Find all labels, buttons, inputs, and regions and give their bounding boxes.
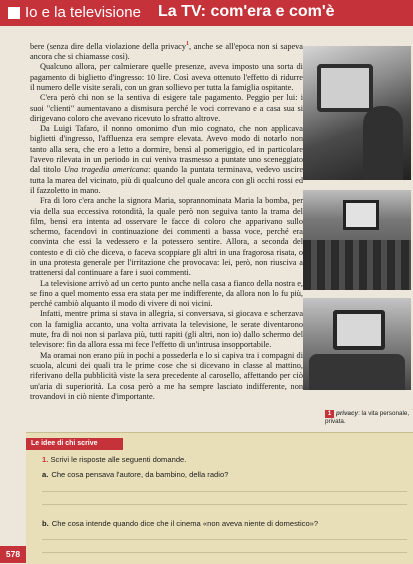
footnote-text: : la vita personale, privata. xyxy=(325,410,410,425)
text-run: Da Luigi Tafaro, il nonno omonimo d'un mio cognato, che non applicava biglietti d'ingresso, l'affluenza era sempre elevata. Avevo modo di notarlo non tanto alla sera, che ero a letto a dormire, bensì al pomeriggio, ed in particolare l'avevo rilevata in un periodo in cui veniva trasmesso a puntate uno sceneggiato dal titolo xyxy=(30,124,303,175)
footnote-badge: 1 xyxy=(325,410,334,418)
exercise-instruction xyxy=(42,455,186,464)
text-run: , anche se all'epoca non si sapeva ancora che si chiamasse così). xyxy=(30,41,303,62)
photo-living-room-tv xyxy=(303,298,411,390)
text-run: : quando la puntata terminava, vedevo uscire tutta la marea del vicinato, più di qualcuno del quale ancora con gli occhi rossi ed il fazzoletto in mano. xyxy=(30,165,303,195)
question-a xyxy=(42,470,228,479)
footnote xyxy=(325,410,413,426)
section-marker xyxy=(8,7,20,19)
page-header xyxy=(0,0,413,26)
answer-line[interactable] xyxy=(42,504,407,505)
paragraph: Ma oramai non erano più in pochi a possederla e lo si capiva tra i compagni di scuola, alcuni dei quali tra le prime cose che si dicevano in classe al mattino, riferivano della pubblicità viste la sera precedente al carosello, affettando per ciò un'aria di superiorità. La cosa però a me ha sempre lasciato indifferente, non trovandovi in ciò niente d'importante. xyxy=(30,350,303,401)
footnote-term: privacy xyxy=(336,410,359,417)
instruction-number: 1. xyxy=(42,455,49,464)
answer-line[interactable] xyxy=(42,552,407,553)
exercise-section-title: Le idee di chi scrive xyxy=(26,438,123,450)
photo-crowd-watching xyxy=(303,190,411,290)
question-letter: b. xyxy=(42,519,49,528)
footnote-ref: 1 xyxy=(186,41,190,47)
tv-screen xyxy=(343,200,379,230)
tv-screen xyxy=(333,310,385,350)
question-text: Che cosa pensava l'autore, da bambino, della radio? xyxy=(51,470,229,479)
sofa-silhouette xyxy=(309,354,405,390)
paragraph: C'era però chi non se la sentiva di esigere tale pagamento. Peggio per lui: i suoi "clienti" aumentavano a dismisura perché le voci correvano e a casa sua si dirigevano coloro che avevano ricevuto lo sfratto altrove. xyxy=(30,93,303,123)
person-silhouette xyxy=(363,106,403,180)
paragraph: La televisione arrivò ad un certo punto anche nella casa a fianco della nostra e, se fino a quel momento essa era stata per me indifferente, da allora non lo fu più, perché cambiò alquanto il modo di vivere di noi vicini. xyxy=(30,278,303,309)
exercise-box xyxy=(26,432,413,564)
answer-line[interactable] xyxy=(42,491,407,492)
paragraph: Fra di loro c'era anche la signora Maria, soprannominata Maria la bomba, per via della sua eccessiva rotondità, la quale però non seguiva tanto la trama del film, bensì era intenta ad osservare le facce di coloro che apparivano sullo schermo, facendovi in continuazione dei commenti a bassa voce, perché era convinta che essi la vedessero e la potessero sentire. Allora, a seconda del contesto e di ciò che diceva, o faceva scoppiare gli altri in una fragorosa risata, o in una protesta generale per l'irritazione che provocava: lei, però, non riusciva a trattenersi dal continuare a fare i suoi commenti. xyxy=(30,196,303,278)
paragraph xyxy=(30,39,303,62)
crowd-silhouette xyxy=(303,240,411,290)
answer-line[interactable] xyxy=(42,539,407,540)
question-b xyxy=(42,519,318,528)
title-italic: Una tragedia americana xyxy=(63,165,149,175)
section-label: Io e la televisione xyxy=(25,4,141,21)
instruction-text: Scrivi le risposte alle seguenti domande. xyxy=(50,455,187,464)
paragraph: Qualcuno allora, per calmierare quelle presenze, aveva imposto una sorta di pagamento di biglietto d'ingresso: 10 lire. Così aveva ottenuto l'effetto di ridurre il numero delle visite serali, con un gran sollievo per tutta la famiglia ospitante. xyxy=(30,62,303,92)
page-number: 578 xyxy=(0,546,26,563)
page-title: La TV: com'era e com'è xyxy=(158,3,335,20)
photo-family-tv xyxy=(303,46,411,180)
paragraph: Infatti, mentre prima si stava in allegria, si conversava, si giocava e scherzava con la famiglia accanto, una volta arrivata la televisione, le serate diventarono mute, fra di noi non si parlava più, tutti rapiti (gli altri, non io) dallo schermo del televisore: fin da allora essa mi fece l'effetto di un'intrusa insopportabile. xyxy=(30,309,303,350)
tv-screen xyxy=(317,64,373,112)
article-text xyxy=(30,39,303,402)
paragraph xyxy=(30,124,303,196)
text-run: bere (senza dire della violazione della privacy xyxy=(30,41,187,51)
question-text: Che cosa intende quando dice che il cinema «non aveva niente di domestico»? xyxy=(51,519,319,528)
question-letter: a. xyxy=(42,470,49,479)
